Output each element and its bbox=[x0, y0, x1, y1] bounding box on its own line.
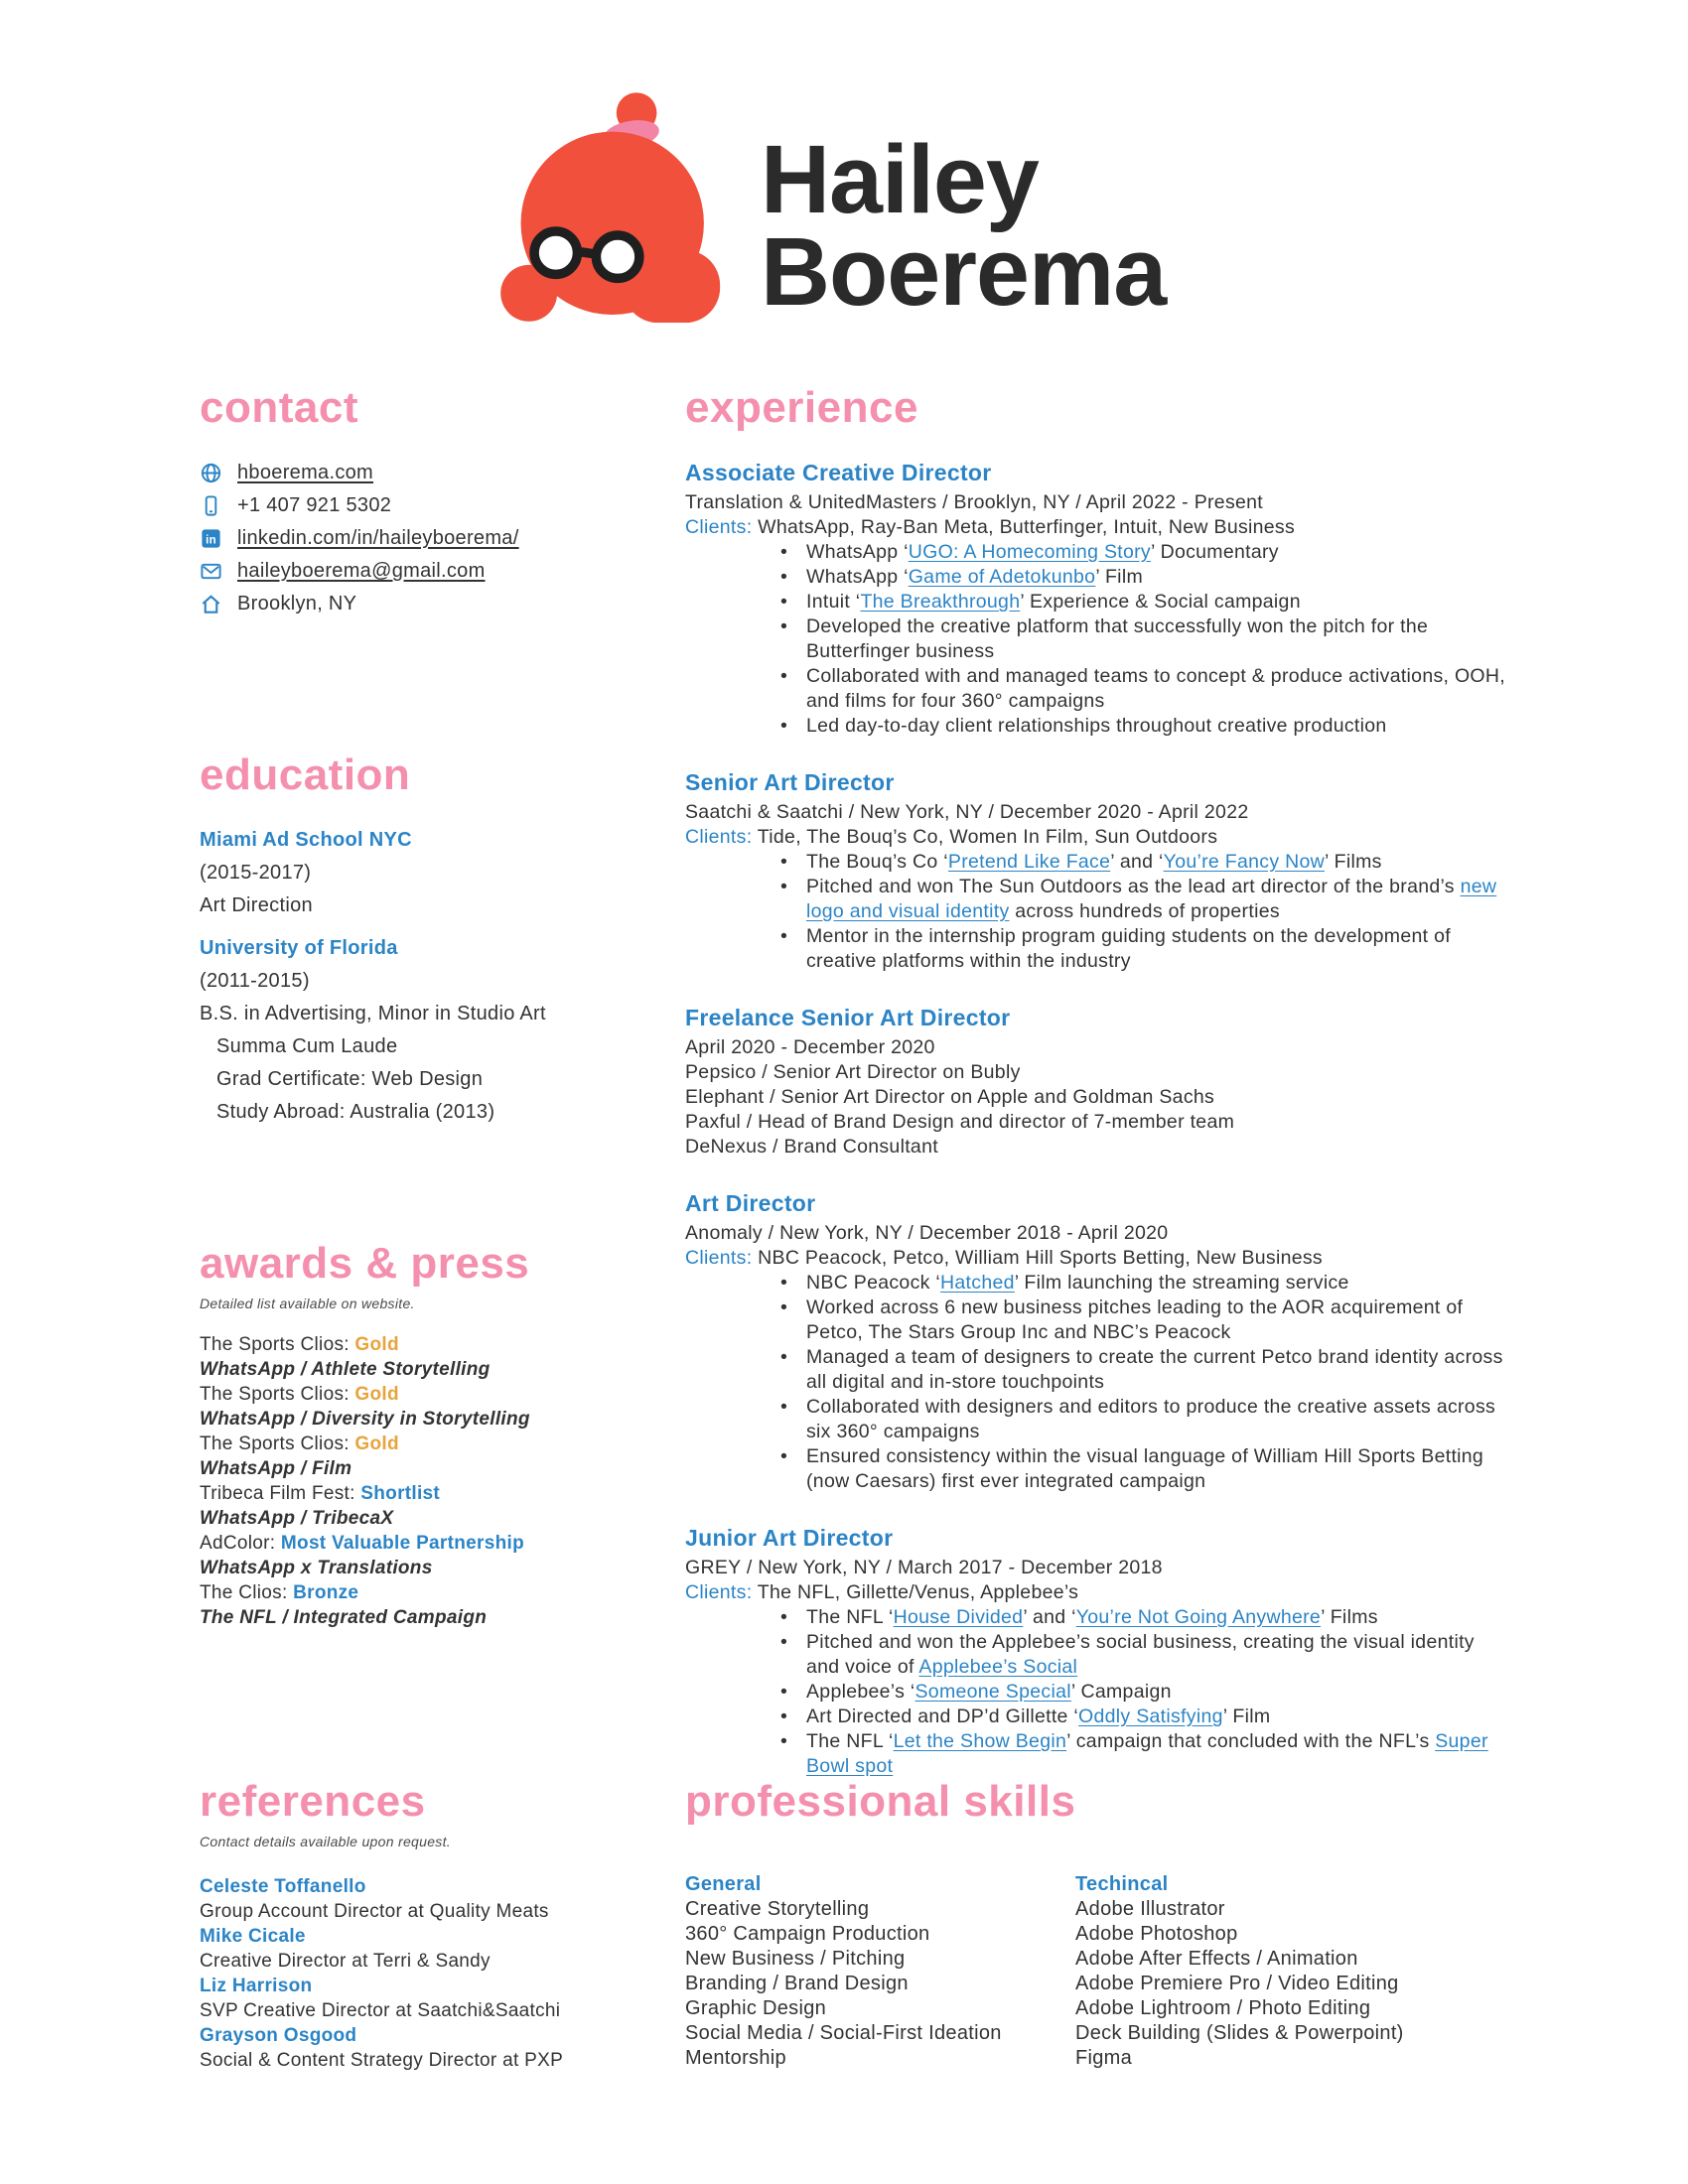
skill-item: New Business / Pitching bbox=[685, 1948, 906, 1970]
inline-link[interactable]: You’re Not Going Anywhere bbox=[1075, 1606, 1322, 1628]
job-bullets bbox=[685, 540, 1511, 739]
inline-link[interactable]: Super Bowl spot bbox=[806, 1730, 1488, 1777]
skill-item: Branding / Brand Design bbox=[685, 1973, 909, 1994]
reference-name: Mike Cicale bbox=[200, 1926, 306, 1947]
job-title: Art Director bbox=[685, 1190, 816, 1216]
job-subtitle: Translation & UnitedMasters / Brooklyn, NY / April 2022 - Present bbox=[685, 491, 1263, 513]
bullet-text: Led day-to-day client relationships throughout creative production bbox=[806, 715, 1387, 737]
school-years: (2015-2017) bbox=[200, 862, 312, 884]
inline-link[interactable]: new logo and visual identity bbox=[806, 876, 1497, 922]
bullet-text: Pitched and won the Applebee’s social business, creating the visual identity and voice of bbox=[806, 1631, 1475, 1678]
job-bullets bbox=[685, 850, 1511, 974]
job-title: Senior Art Director bbox=[685, 769, 895, 795]
job-title: Freelance Senior Art Director bbox=[685, 1005, 1011, 1030]
skill-item: Adobe Premiere Pro / Video Editing bbox=[1075, 1973, 1399, 1994]
award-name: The Sports Clios: bbox=[200, 1384, 355, 1405]
bullet-text: Collaborated with and managed teams to concept & produce activations, OOH, and films for four 360° campaigns bbox=[806, 665, 1505, 712]
job-clients bbox=[685, 1580, 1511, 1605]
bullet-item bbox=[806, 565, 1511, 590]
bullet-text: ’ Films bbox=[1321, 1606, 1378, 1628]
experience-section bbox=[685, 383, 1511, 1809]
bullet-text: ’ Film bbox=[1222, 1706, 1271, 1727]
bullet-item bbox=[806, 1444, 1511, 1494]
skill-item: Figma bbox=[1075, 2047, 1133, 2069]
email-icon bbox=[200, 560, 222, 583]
bullet-item bbox=[806, 714, 1511, 739]
inline-link[interactable]: You’re Fancy Now bbox=[1163, 851, 1325, 873]
references-section bbox=[200, 1777, 686, 2073]
education-list bbox=[200, 824, 676, 1129]
references-heading: references bbox=[200, 1777, 426, 1826]
award-entry bbox=[200, 1332, 686, 1357]
job-title: Associate Creative Director bbox=[685, 460, 992, 485]
experience-heading: experience bbox=[685, 383, 918, 432]
awards-heading: awards & press bbox=[200, 1239, 530, 1288]
awards-section bbox=[200, 1239, 686, 1630]
inline-link[interactable]: Pretend Like Face bbox=[947, 851, 1111, 873]
bullet-item bbox=[806, 1271, 1511, 1296]
linkedin-link[interactable]: linkedin.com/in/haileyboerema/ bbox=[237, 527, 519, 549]
bullet-text: Mentor in the internship program guiding students on the development of creative platforms within the industry bbox=[806, 925, 1451, 972]
awards-note: Detailed list available on website. bbox=[200, 1296, 415, 1311]
clients-list: The NFL, Gillette/Venus, Applebee’s bbox=[757, 1581, 1079, 1603]
bullet-text: Developed the creative platform that successfully won the pitch for the Butterfinger business bbox=[806, 615, 1429, 662]
award-result: Shortlist bbox=[360, 1483, 441, 1504]
bullet-text: Intuit ‘ bbox=[806, 591, 861, 613]
award-name: The Sports Clios: bbox=[200, 1334, 355, 1355]
clients-list: Tide, The Bouq’s Co, Women In Film, Sun Outdoors bbox=[757, 826, 1218, 848]
skill-item: 360° Campaign Production bbox=[685, 1923, 930, 1945]
bullet-text: ’ Experience & Social campaign bbox=[1020, 591, 1301, 613]
logo-illustration bbox=[489, 91, 731, 323]
skill-item: Graphic Design bbox=[685, 1997, 827, 2019]
reference-name: Celeste Toffanello bbox=[200, 1876, 366, 1897]
clients-list: NBC Peacock, Petco, William Hill Sports Betting, New Business bbox=[758, 1247, 1323, 1269]
job-bullets bbox=[685, 1605, 1511, 1779]
bullet-text: The Bouq’s Co ‘ bbox=[806, 851, 948, 873]
contact-item-email bbox=[200, 555, 666, 588]
education-detail: Study Abroad: Australia (2013) bbox=[216, 1101, 495, 1123]
award-result: Bronze bbox=[293, 1582, 359, 1603]
skill-item: Deck Building (Slides & Powerpoint) bbox=[1075, 2022, 1404, 2044]
award-campaign: WhatsApp / Film bbox=[200, 1458, 352, 1479]
inline-link[interactable]: UGO: A Homecoming Story bbox=[908, 541, 1151, 563]
bullet-text: ’ Film bbox=[1095, 566, 1143, 588]
bullet-text: The NFL ‘ bbox=[806, 1730, 894, 1752]
experience-jobs bbox=[685, 459, 1511, 1779]
skills-section bbox=[685, 1777, 1559, 2071]
bullet-item bbox=[806, 1296, 1511, 1345]
location-text: Brooklyn, NY bbox=[237, 593, 357, 614]
reference-role: Group Account Director at Quality Meats bbox=[200, 1901, 549, 1922]
school-name: University of Florida bbox=[200, 937, 398, 959]
education-detail: Grad Certificate: Web Design bbox=[216, 1068, 484, 1090]
job-clients bbox=[685, 515, 1511, 540]
skill-item: Adobe After Effects / Animation bbox=[1075, 1948, 1358, 1970]
bullet-item bbox=[806, 1605, 1511, 1630]
skills-heading: professional skills bbox=[685, 1777, 1076, 1826]
award-entry bbox=[200, 1382, 686, 1407]
skills-column-title: Techincal bbox=[1075, 1873, 1169, 1895]
skill-item: Adobe Lightroom / Photo Editing bbox=[1075, 1997, 1371, 2019]
skills-column bbox=[685, 1872, 1075, 2071]
bullet-text: ’ Documentary bbox=[1150, 541, 1279, 563]
job-clients bbox=[685, 825, 1511, 850]
education-detail: Art Direction bbox=[200, 894, 313, 916]
svg-text:in: in bbox=[206, 534, 216, 547]
education-entry bbox=[200, 932, 676, 1129]
education-detail: B.S. in Advertising, Minor in Studio Art bbox=[200, 1003, 546, 1024]
bullet-text: Ensured consistency within the visual language of William Hill Sports Betting (now Caesars) first ever integrated campaign bbox=[806, 1445, 1484, 1492]
job-subtitle: Saatchi & Saatchi / New York, NY / December 2020 - April 2022 bbox=[685, 801, 1249, 823]
person-name bbox=[761, 125, 1167, 327]
awards-list bbox=[200, 1332, 686, 1630]
bullet-item bbox=[806, 875, 1511, 924]
award-campaign: WhatsApp / Diversity in Storytelling bbox=[200, 1409, 530, 1430]
award-campaign: The NFL / Integrated Campaign bbox=[200, 1607, 488, 1628]
contact-item-phone bbox=[200, 489, 666, 522]
clients-label: Clients: bbox=[685, 1581, 758, 1603]
bullet-item bbox=[806, 1680, 1511, 1705]
bullet-text: ’ and ‘ bbox=[1110, 851, 1164, 873]
job-entry bbox=[685, 1189, 1511, 1494]
school-name: Miami Ad School NYC bbox=[200, 829, 412, 851]
inline-link[interactable]: Someone Special bbox=[914, 1681, 1071, 1703]
bullet-item bbox=[806, 1345, 1511, 1395]
references-note: Contact details available upon request. bbox=[200, 1834, 451, 1849]
bullet-text: NBC Peacock ‘ bbox=[806, 1272, 941, 1294]
job-entry bbox=[685, 1524, 1511, 1779]
inline-link[interactable]: Oddly Satisfying bbox=[1078, 1706, 1223, 1727]
inline-link[interactable]: House Divided bbox=[893, 1606, 1024, 1628]
skills-columns bbox=[685, 1872, 1559, 2071]
award-name: The Clios: bbox=[200, 1582, 294, 1603]
award-entry bbox=[200, 1481, 686, 1506]
skill-item: Social Media / Social-First Ideation bbox=[685, 2022, 1002, 2044]
bullet-item bbox=[806, 664, 1511, 714]
job-title: Junior Art Director bbox=[685, 1525, 894, 1551]
bullet-item bbox=[806, 614, 1511, 664]
job-detail: DeNexus / Brand Consultant bbox=[685, 1136, 938, 1158]
clients-label: Clients: bbox=[685, 516, 759, 538]
bullet-text: Applebee’s ‘ bbox=[806, 1681, 915, 1703]
inline-link[interactable]: Hatched bbox=[940, 1272, 1015, 1294]
clients-list: WhatsApp, Ray-Ban Meta, Butterfinger, Intuit, New Business bbox=[758, 516, 1296, 538]
bullet-text: ’ and ‘ bbox=[1023, 1606, 1076, 1628]
references-list bbox=[200, 1874, 686, 2073]
contact-section bbox=[200, 383, 666, 620]
clients-label: Clients: bbox=[685, 1247, 759, 1269]
bullet-item bbox=[806, 850, 1511, 875]
award-entry bbox=[200, 1432, 686, 1456]
job-detail: April 2020 - December 2020 bbox=[685, 1036, 935, 1058]
bullet-item bbox=[806, 540, 1511, 565]
clients-label: Clients: bbox=[685, 826, 758, 848]
award-name: AdColor: bbox=[200, 1533, 281, 1554]
education-detail: Summa Cum Laude bbox=[216, 1035, 398, 1057]
email-link[interactable]: haileyboerema@gmail.com bbox=[237, 560, 486, 582]
reference-name: Liz Harrison bbox=[200, 1976, 313, 1996]
reference-role: SVP Creative Director at Saatchi&Saatchi bbox=[200, 2000, 561, 2021]
bullet-text: The NFL ‘ bbox=[806, 1606, 894, 1628]
job-entry bbox=[685, 1004, 1511, 1160]
bullet-text: ’ Campaign bbox=[1070, 1681, 1172, 1703]
contact-list bbox=[200, 457, 666, 620]
job-clients bbox=[685, 1246, 1511, 1271]
award-result: Most Valuable Partnership bbox=[280, 1533, 524, 1554]
education-heading: education bbox=[200, 751, 411, 799]
contact-heading: contact bbox=[200, 383, 358, 432]
award-campaign: WhatsApp x Translations bbox=[200, 1558, 433, 1578]
award-result: Gold bbox=[354, 1384, 399, 1405]
bullet-text: Worked across 6 new business pitches leading to the AOR acquirement of Petco, The Stars Group Inc and NBC’s Peacock bbox=[806, 1297, 1464, 1343]
skills-column bbox=[1075, 1872, 1404, 2071]
job-bullets bbox=[685, 1271, 1511, 1494]
inline-link[interactable]: The Breakthrough bbox=[860, 591, 1021, 613]
bullet-text: WhatsApp ‘ bbox=[806, 566, 909, 588]
linkedin-icon bbox=[200, 527, 222, 550]
skill-item: Creative Storytelling bbox=[685, 1898, 870, 1920]
bullet-text: Art Directed and DP’d Gillette ‘ bbox=[806, 1706, 1079, 1727]
skill-item: Mentorship bbox=[685, 2047, 786, 2069]
job-detail: Paxful / Head of Brand Design and director of 7-member team bbox=[685, 1111, 1235, 1133]
bullet-item bbox=[806, 1630, 1511, 1680]
bullet-item bbox=[806, 1705, 1511, 1729]
job-detail: Elephant / Senior Art Director on Apple and Goldman Sachs bbox=[685, 1086, 1215, 1108]
award-campaign: WhatsApp / TribecaX bbox=[200, 1508, 394, 1529]
name-line-1: Hailey bbox=[761, 125, 1039, 233]
contact-item-location bbox=[200, 588, 666, 620]
award-campaign: WhatsApp / Athlete Storytelling bbox=[200, 1359, 491, 1380]
job-entry bbox=[685, 768, 1511, 974]
education-entry bbox=[200, 824, 676, 922]
name-line-2: Boerema bbox=[761, 217, 1167, 327]
inline-link[interactable]: Let the Show Begin bbox=[893, 1730, 1067, 1752]
phone-icon bbox=[200, 494, 222, 517]
bullet-text: Managed a team of designers to create the current Petco brand identity across all digital and in-store touchpoints bbox=[806, 1346, 1503, 1393]
bullet-item bbox=[806, 1395, 1511, 1444]
bullet-item bbox=[806, 590, 1511, 614]
website-link[interactable]: hboerema.com bbox=[237, 462, 373, 483]
bullet-text: Collaborated with designers and editors to produce the creative assets across six 360° campaigns bbox=[806, 1396, 1496, 1442]
award-entry bbox=[200, 1580, 686, 1605]
skills-column-title: General bbox=[685, 1873, 762, 1895]
bullet-text: across hundreds of properties bbox=[1009, 900, 1280, 922]
reference-name: Grayson Osgood bbox=[200, 2025, 357, 2046]
phone-number: +1 407 921 5302 bbox=[237, 494, 392, 516]
job-entry bbox=[685, 459, 1511, 739]
bullet-text: Pitched and won The Sun Outdoors as the lead art director of the brand’s bbox=[806, 876, 1461, 897]
inline-link[interactable]: Game of Adetokunbo bbox=[908, 566, 1096, 588]
skill-item: Adobe Illustrator bbox=[1075, 1898, 1225, 1920]
globe-icon bbox=[200, 462, 222, 484]
bullet-item bbox=[806, 1729, 1511, 1779]
award-name: Tribeca Film Fest: bbox=[200, 1483, 361, 1504]
job-detail: Pepsico / Senior Art Director on Bubly bbox=[685, 1061, 1021, 1083]
inline-link[interactable]: Applebee’s Social bbox=[918, 1656, 1078, 1678]
bullet-text: ’ Films bbox=[1325, 851, 1382, 873]
job-subtitle: GREY / New York, NY / March 2017 - December 2018 bbox=[685, 1557, 1163, 1578]
home-icon bbox=[200, 593, 222, 615]
reference-role: Social & Content Strategy Director at PXP bbox=[200, 2050, 564, 2071]
bullet-text: ’ Film launching the streaming service bbox=[1014, 1272, 1349, 1294]
job-subtitle: Anomaly / New York, NY / December 2018 - April 2020 bbox=[685, 1222, 1169, 1244]
bullet-text: WhatsApp ‘ bbox=[806, 541, 909, 563]
award-result: Gold bbox=[354, 1433, 399, 1454]
award-entry bbox=[200, 1531, 686, 1556]
bullet-text: ’ campaign that concluded with the NFL’s bbox=[1066, 1730, 1436, 1752]
bullet-item bbox=[806, 924, 1511, 974]
school-years: (2011-2015) bbox=[200, 970, 310, 992]
avatar-icon bbox=[489, 91, 731, 323]
contact-item-linkedin bbox=[200, 522, 666, 555]
skill-item: Adobe Photoshop bbox=[1075, 1923, 1238, 1945]
award-result: Gold bbox=[354, 1334, 399, 1355]
education-section bbox=[200, 751, 676, 1129]
reference-role: Creative Director at Terri & Sandy bbox=[200, 1951, 491, 1972]
award-name: The Sports Clios: bbox=[200, 1433, 355, 1454]
contact-item-website bbox=[200, 457, 666, 489]
